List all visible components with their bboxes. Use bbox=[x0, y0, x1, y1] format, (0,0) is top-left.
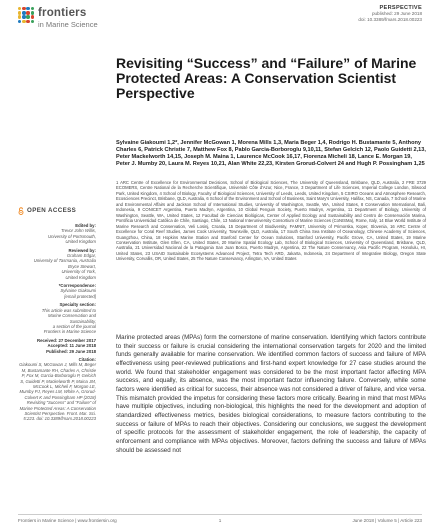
reviewer-line: Bryce Stewart, bbox=[68, 263, 96, 269]
correspondence-name: Sylvaine Giakoumi bbox=[60, 288, 96, 294]
correspondence-email[interactable]: [email protected] bbox=[64, 293, 96, 299]
accepted-date: Accepted: 11 June 2018 bbox=[47, 343, 96, 349]
open-access-badge bbox=[18, 207, 96, 216]
logo-dot bbox=[22, 15, 25, 18]
specialty-line: This article was submitted to bbox=[41, 307, 96, 313]
article-sidebar bbox=[18, 223, 96, 422]
logo-wordmark: frontiers bbox=[38, 7, 87, 19]
author-list: Sylvaine Giakoumi 1,2*, Jennifer McGowan 1, Morena Mills 1,3, Maria Beger 1,4, Rodrigo H. Bustamante 5, Anthony Charles 6, Patrick Christie 7, Matthew Fox 8, Pablo Garcia-Borboroglu 9,10,11, Stefan Gelcich 12, Paolo Guidetti 2,13, Peter Mackelworth 14,15, Joseph M. Maina 1, Laurence McCook 16,17, Fiorenza Micheli 18, Lance E. Morgan 19, Peter J. Mumby 20, Laura M. Reyes 10,21, Alan White 22,23, Kirsten Grorud-Colvert 24 and Hugh P. Possingham 1,25 bbox=[116, 140, 426, 168]
article-meta bbox=[358, 5, 422, 23]
specialty-line: Marine Conservation and bbox=[47, 313, 96, 319]
received-date: Received: 27 December 2017 bbox=[36, 337, 96, 343]
citation-heading: Citation: bbox=[78, 356, 96, 362]
open-access-icon bbox=[18, 207, 24, 215]
logo-dot bbox=[18, 7, 21, 10]
editor-line: University of Portsmouth, bbox=[48, 233, 96, 239]
published-date-sidebar: Published: 29 June 2018 bbox=[46, 348, 96, 354]
article-title: Revisiting “Success” and “Failure” of Marine Protected Areas: A Conservation Scientist Perspective bbox=[116, 55, 417, 101]
logo-dot bbox=[31, 7, 34, 10]
specialty-heading: Specialty section: bbox=[59, 302, 96, 308]
reviewed-by-heading: Reviewed by: bbox=[68, 247, 96, 253]
reviewer-line: University of York, bbox=[61, 269, 96, 275]
edited-by-heading: Edited by: bbox=[75, 223, 96, 228]
editor-line: Trevor John Willis, bbox=[61, 228, 96, 234]
footer-journal-link[interactable]: Frontiers in Marine Science | www.frontiersin.org bbox=[18, 518, 117, 523]
reviewer-line: Graham Edgar, bbox=[66, 253, 96, 259]
logo-dot bbox=[22, 11, 25, 14]
abstract-body: Marine protected areas (MPAs) form the cornerstone of marine conservation. Identifying which factors contribute to their success or failure is crucial considering the international conservation targets for 2020 and the limited funds generally available for marine conservation. We identified common factors of success and failure of MPA effectiveness using peer-reviewed publications and first-hand expert knowledge for 27 case studies around the world. We found that stakeholder engagement was considered to be the most important factor affecting MPA success, and equally, its absence, was the most important factor influencing failure. Conversely, while some factors were identified as critical for success, their absence was not considered a driver of failure, and vice versa. This mismatch provided the impetus for considering these factors more critically. Bearing in mind that most MPAs have multiple objectives, including non-biological, this highlights the need for the development and adoption of standardized effectiveness metrics, besides biological considerations, to measure factors contributing to the success or failure of MPAs to reach their objectives. Considering our conclusions, we suggest the development of specific protocols for the assessment of stakeholder engagement, the role of leadership, the capacity of enforcement and compliance with MPAs objectives. Moreover, factors defining the success and failure of MPAs should be assessed not bbox=[116, 334, 426, 454]
citation-text: Giakoumi S, McGowan J, Mills M, Beger M, Bustamante RH, Charles A, Christie P, Fox M, Garcia-Borboroglu P, Gelcich S, Guidetti P, Mackelworth P, Maina JM, McCook L, Micheli F, Morgan LE, Mumby PJ, Reyes LM, White A, Grorud-Colvert K and Possingham HP (2018) Revisiting “Success” and “Failure” of Marine Protected Areas: A Conservation Scientist Perspective. Front. Mar. Sci. 5:223. doi: 10.3389/fmars.2018.00223 bbox=[19, 362, 96, 422]
published-date: published: 29 June 2018 bbox=[371, 11, 422, 16]
logo-dot bbox=[31, 20, 34, 23]
logo-dot bbox=[22, 20, 25, 23]
logo-dot bbox=[18, 11, 21, 14]
logo-journal-name: in Marine Science bbox=[38, 20, 98, 29]
logo-dot bbox=[26, 20, 29, 23]
logo-dot bbox=[22, 7, 25, 10]
specialty-line: a section of the journal bbox=[52, 323, 96, 329]
footer-issue-info: June 2018 | Volume 5 | Article 223 bbox=[352, 518, 422, 523]
logo-dot bbox=[26, 7, 29, 10]
correspondence-heading: *Correspondence: bbox=[58, 283, 96, 289]
specialty-line: Frontiers in Marine Science bbox=[43, 329, 96, 335]
page-footer bbox=[18, 514, 422, 524]
frontiers-logo-icon bbox=[18, 7, 34, 23]
logo-dot bbox=[26, 15, 29, 18]
open-access-label: OPEN ACCESS bbox=[27, 207, 77, 214]
page-number: 1 bbox=[218, 518, 222, 523]
logo-dot bbox=[18, 15, 21, 18]
article-type: PERSPECTIVE bbox=[379, 5, 422, 11]
doi-link[interactable]: doi: 10.3389/fmars.2018.00223 bbox=[358, 17, 422, 22]
affiliations: 1 ARC Centre of Excellence for Environmental Decisions, School of Biological Sciences, The University of Queensland, Brisbane, QLD, Australia, 2 FRE 3729 ECOMERS, Centre National de la Recherche Scientifique, Université Côte d'Azur, Nice, France, 3 Department of Life Sciences, Imperial College London, Silwood Park, United Kingdom, 4 School of Biology, Faculty of Biological Sciences, University of Leeds, Leeds, United Kingdom, 5 CSIRO Oceans and Atmosphere Research, Ecosciences Precinct, Brisbane, QLD, Australia, 6 School of the Environment and School of Business, Saint Mary's University, Halifax, NS, Canada, 7 School of Marine and Environmental Affairs and Jackson School of International Studies, University of Washington, Seattle, WA, United States, 8 Conservation International, Bali, Indonesia, 9 CONICET Argentina, Puerto Madryn, Argentina, 10 Global Penguin Society, Puerto Madryn, Argentina, 11 Department of Biology, University of Washington, Seattle, WA, United States, 12 Facultad de Ciencias Biológicas, Center of Applied Ecology and Sustainability and Centro de Conservación Marina, Pontificia Universidad Católica de Chile, Santiago, Chile, 13 National Interuniversity Consortium of Marine Sciences (CoNISMa), Rome, Italy, 14 Blue World Institute of Marine Research and Conservation, Veli Losinj, Croatia, 15 Department of Biodiversity, FAMNIT, University of Primorska, Koper, Slovenia, 16 ARC Centre of Excellence for Coral Reef Studies, James Cook University, Townsville, QLD, Australia, 17 South China Sea Institute of Oceanology, Chinese Academy of Sciences, Guangzhou, China, 18 Hopkins Marine Station and Stanford Center for Ocean Solutions, Stanford University, Pacific Grove, CA, United States, 19 Marine Conservation Institute, Glen Ellen, CA, United States, 20 Marine Spatial Ecology Lab, School of Biological Sciences, University of Queensland, Brisbane, QLD, Australia, 21 Universidad Nacional de la Patagonia San Juan Bosco, Puerto Madryn, Argentina, 22 The Nature Conservancy, Asia Pacific Program, Honolulu, HI, United States, 23 USAID Sustainable Ecosystems Advanced Project, Tetra Tech ARD, Jakarta, Indonesia, 24 Department of Integrative Biology, Oregon State University, Corvallis, OR, United States, 25 The Nature Conservancy, Arlington, VA, United States bbox=[116, 180, 426, 262]
specialty-line: Sustainability, bbox=[69, 318, 96, 324]
logo-dot bbox=[31, 15, 34, 18]
logo-dot bbox=[26, 11, 29, 14]
reviewer-line: United Kingdom bbox=[65, 274, 96, 280]
logo-dot bbox=[18, 20, 21, 23]
reviewer-line: University of Tasmania, Australia bbox=[33, 258, 96, 264]
journal-logo[interactable] bbox=[18, 6, 148, 32]
editor-line: United Kingdom bbox=[65, 239, 96, 245]
logo-dot bbox=[31, 11, 34, 14]
